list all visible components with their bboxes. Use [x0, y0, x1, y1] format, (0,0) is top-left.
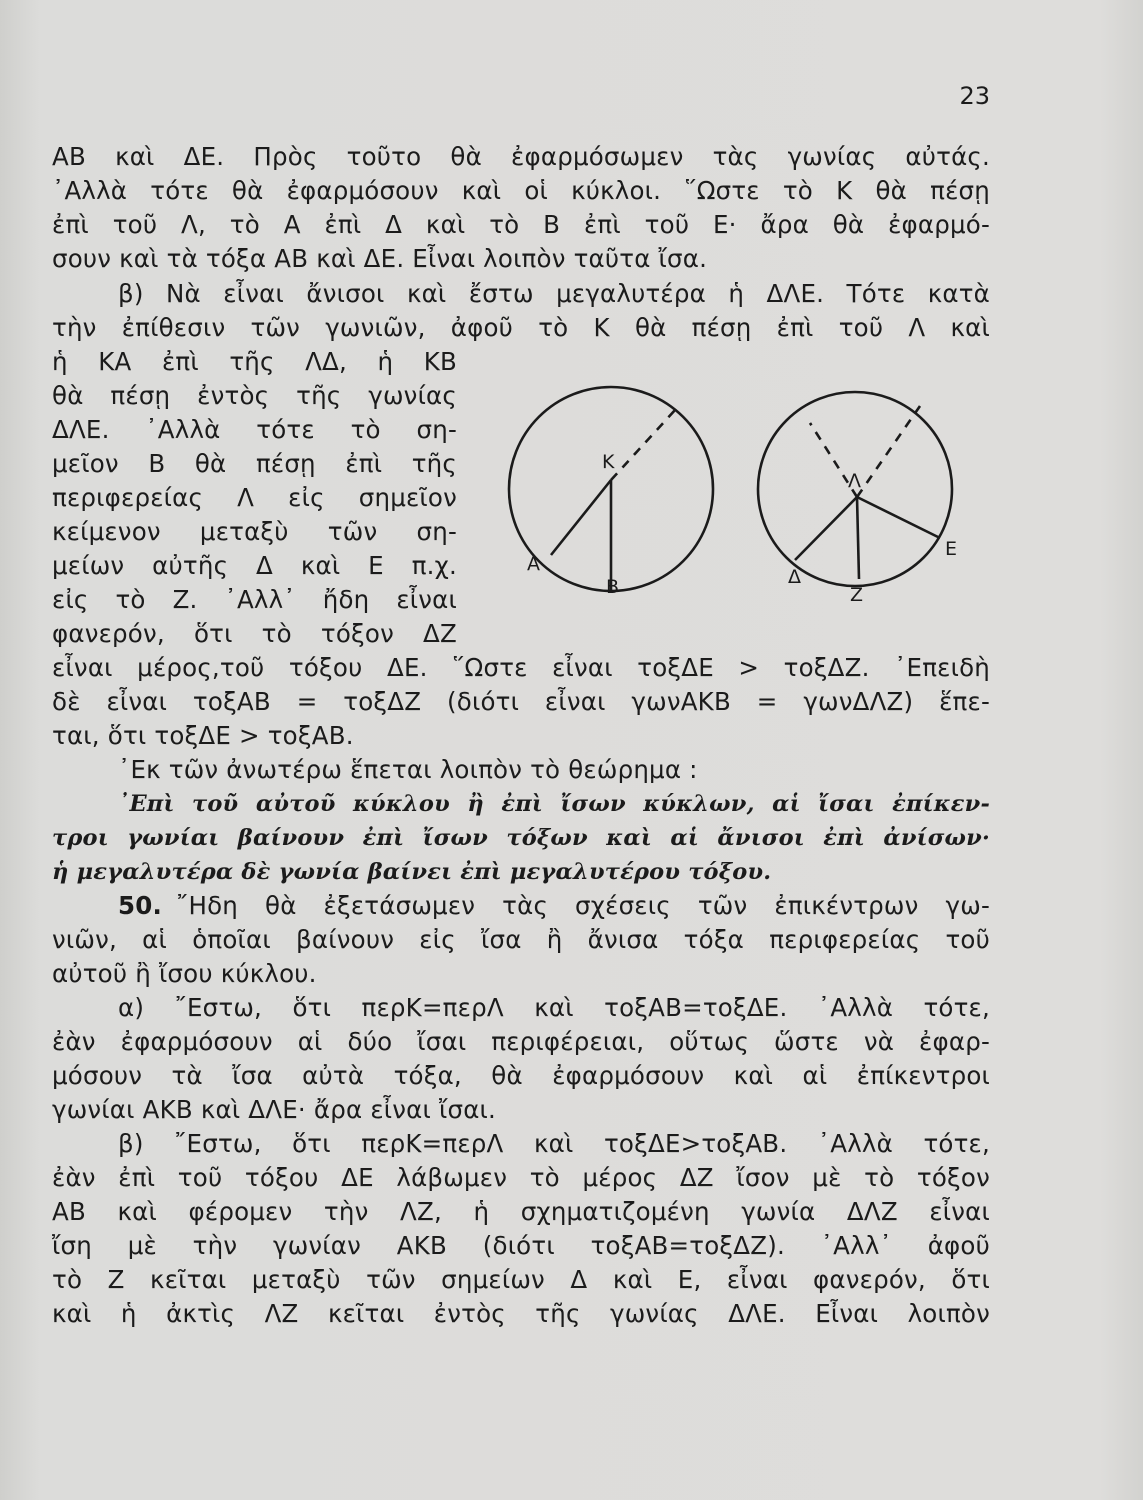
label-a: Α [527, 553, 540, 575]
text-line: ΑΒ καὶ φέρομεν τὴν ΛΖ, ἡ σχηματιζομένη γωνία ΔΛΖ εἶναι [52, 1197, 990, 1226]
dashed-line-l [857, 406, 920, 497]
text-line: δὲ εἶναι τοξΑΒ = τοξΔΖ (διότι εἶναι γωνΑΚΒ = γωνΔΛΖ) ἕπε- [52, 687, 990, 716]
page-number: 23 [959, 82, 990, 110]
text-line: ἐπὶ τοῦ Λ, τὸ Α ἐπὶ Δ καὶ τὸ Β ἐπὶ τοῦ Ε· ἄρα θὰ ἐφαρμό- [52, 210, 990, 239]
radius-ka [551, 480, 611, 555]
two-circles-figure [480, 375, 1000, 615]
text-line: ἐὰν ἐπὶ τοῦ τόξου ΔΕ λάβωμεν τὸ μέρος ΔΖ ἴσον μὲ τὸ τόξον [52, 1163, 990, 1192]
text-line: τὸ Ζ κεῖται μεταξὺ τῶν σημείων Δ καὶ Ε, εἶναι φανερόν, ὅτι [52, 1265, 990, 1294]
text-line: γωνίαι ΑΚΒ καὶ ΔΛΕ· ἄρα εἶναι ἴσαι. [52, 1095, 497, 1124]
text-line: περιφερείας Λ εἰς σημεῖον [52, 483, 457, 512]
text-line: νιῶν, αἱ ὁποῖαι βαίνουν εἰς ἴσα ἢ ἄνισα τόξα περιφερείας τοῦ [52, 925, 990, 954]
text-line: σουν καὶ τὰ τόξα ΑΒ καὶ ΔΕ. Εἶναι λοιπὸν ταῦτα ἴσα. [52, 244, 708, 273]
text-line: καὶ ἡ ἀκτὶς ΛΖ κεῖται ἐντὸς τῆς γωνίας ΔΛΕ. Εἶναι λοιπὸν [52, 1299, 990, 1328]
label-e: Ε [945, 538, 958, 560]
theorem-line: τροι γωνίαι βαίνουν ἐπὶ ἴσων τόξων καὶ αἱ ἄνισοι ἐπὶ ἀνίσων· [52, 825, 990, 851]
text-line: ᾿Αλλὰ τότε θὰ ἐφαρμόσουν καὶ οἱ κύκλοι. ῞Ωστε τὸ Κ θὰ πέσῃ [52, 176, 990, 205]
text-line: ΑΒ καὶ ΔΕ. Πρὸς τοῦτο θὰ ἐφαρμόσωμεν τὰς γωνίας αὐτάς. [52, 142, 990, 171]
label-d: Δ [788, 566, 801, 588]
text-line: τὴν ἐπίθεσιν τῶν γωνιῶν, ἀφοῦ τὸ Κ θὰ πέσῃ ἐπὶ τοῦ Λ καὶ [52, 313, 990, 342]
label-z: Ζ [850, 584, 864, 606]
label-l: Λ [848, 470, 861, 492]
label-b: Β [606, 576, 620, 598]
text-line: ἴση μὲ τὴν γωνίαν ΑΚΒ (διότι τοξΑΒ=τοξΔΖ). ᾿Αλλ᾿ ἀφοῦ [52, 1231, 990, 1260]
text-line: ᾿Εκ τῶν ἀνωτέρω ἕπεται λοιπὸν τὸ θεώρημα : [118, 755, 698, 784]
text-line: β) Νὰ εἶναι ἄνισοι καὶ ἔστω μεγαλυτέρα ἡ ΔΛΕ. Τότε κατὰ [118, 279, 990, 308]
text-line: ἐὰν ἐφαρμόσουν αἱ δύο ἴσαι περιφέρειαι, οὕτως ὥστε νὰ ἐφαρ- [52, 1027, 990, 1056]
text-line: θὰ πέσῃ ἐντὸς τῆς γωνίας [52, 381, 457, 410]
radius-ld [795, 497, 857, 560]
text-line: αὐτοῦ ἢ ἴσου κύκλου. [52, 959, 317, 988]
text-line: ΔΛΕ. ᾿Αλλὰ τότε τὸ ση- [52, 415, 457, 444]
text-line: μεῖον Β θὰ πέσῃ ἐπὶ τῆς [52, 449, 457, 478]
theorem-line: ᾿Επὶ τοῦ αὐτοῦ κύκλου ἢ ἐπὶ ἴσων κύκλων, αἱ ἴσαι ἐπίκεν- [118, 791, 990, 817]
text-line: εἶναι μέρος,τοῦ τόξου ΔΕ. ῞Ωστε εἶναι τοξΔΕ > τοξΔΖ. ᾿Επειδὴ [52, 653, 990, 682]
text-line: φανερόν, ὅτι τὸ τόξον ΔΖ [52, 619, 457, 648]
dashed-line-k [611, 409, 676, 480]
text-line: κείμενον μεταξὺ τῶν ση- [52, 517, 457, 546]
text-line: εἰς τὸ Ζ. ᾿Αλλ᾿ ἤδη εἶναι [52, 585, 457, 614]
text-line: μόσουν τὰ ἴσα αὐτὰ τόξα, θὰ ἐφαρμόσουν καὶ αἱ ἐπίκεντροι [52, 1061, 990, 1090]
text-line: ἡ ΚΑ ἐπὶ τῆς ΛΔ, ἡ ΚΒ [52, 347, 457, 376]
radius-le [857, 497, 940, 538]
text-line: μείων αὐτῆς Δ καὶ Ε π.χ. [52, 551, 457, 580]
text-line: ται, ὅτι τοξΔΕ > τοξΑΒ. [52, 721, 354, 750]
text-line: α) ῎Εστω, ὅτι περΚ=περΛ καὶ τοξΑΒ=τοξΔΕ. ᾿Αλλὰ τότε, [118, 993, 990, 1022]
text-line: β) ῎Εστω, ὅτι περΚ=περΛ καὶ τοξΔΕ>τοξΑΒ. ᾿Αλλὰ τότε, [118, 1129, 990, 1158]
theorem-line: ἡ μεγαλυτέρα δὲ γωνία βαίνει ἐπὶ μεγαλυτέρου τόξου. [52, 859, 772, 885]
section-number: 50. [118, 891, 163, 920]
radius-lz [857, 497, 859, 579]
label-k: Κ [602, 451, 615, 473]
text-line: ῎Ηδη θὰ ἐξετάσωμεν τὰς σχέσεις τῶν ἐπικέντρων γω- [176, 891, 990, 920]
